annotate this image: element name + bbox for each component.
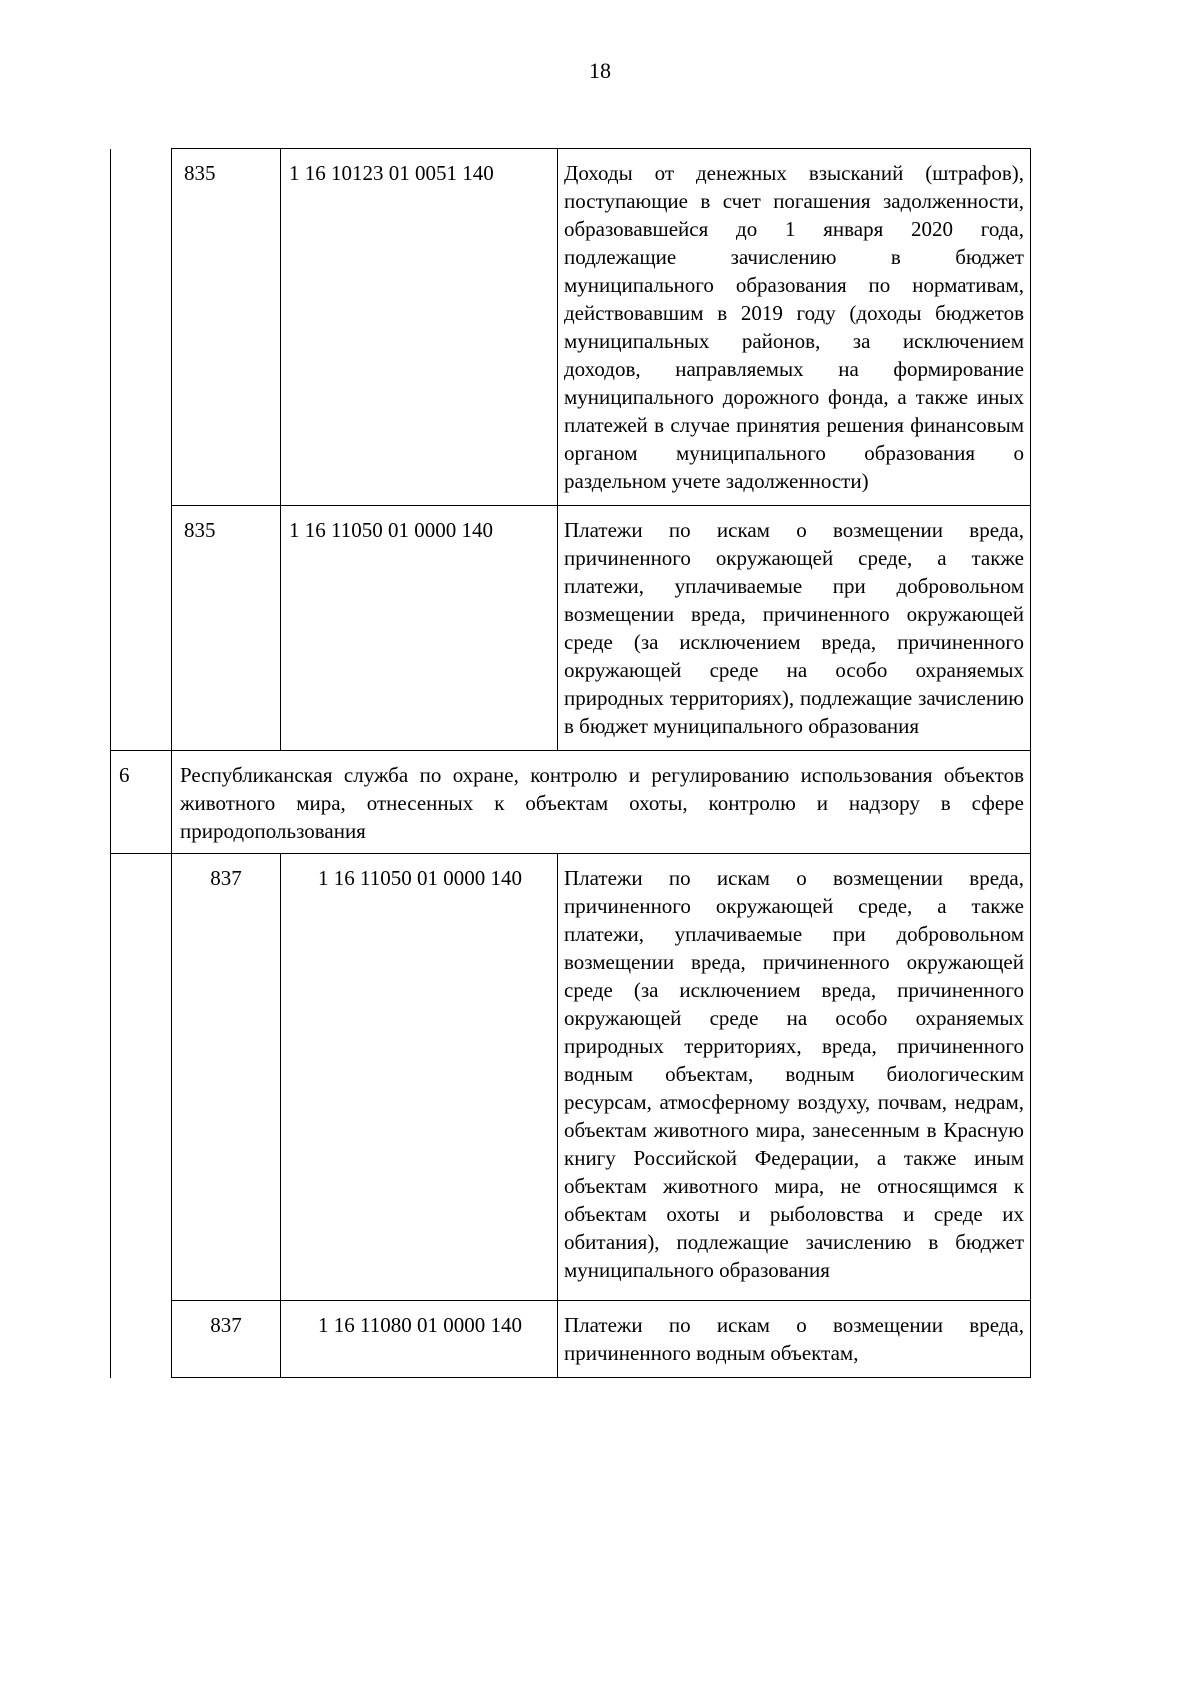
row-number-cell [111, 149, 172, 506]
revenue-description-cell: Доходы от денежных взысканий (штрафов), поступающие в счет погашения задолженности, образовавшейся до 1 января 2020 года, подлежащие зачислению в бюджет муниципального образования по нормативам, действовавшим в 2019 году (доходы бюджетов муниципальных районов, за исключением доходов, направляемых на формирование муниципального дорожного фонда, а также иных платежей в случае принятия решения финансовым органом муниципального образования о раздельном учете задолженности) [558, 149, 1031, 506]
table-row [111, 1301, 1031, 1378]
admin-code-cell: 837 [172, 1301, 281, 1378]
row-number-cell [111, 1301, 172, 1378]
kbk-code-cell: 1 16 11080 01 0000 140 [281, 1301, 558, 1378]
table-row [111, 149, 1031, 506]
section-title: Республиканская служба по охране, контролю и регулированию использования объектов животного мира, отнесенных к объектам охоты, контролю и надзору в сфере природопользования [172, 751, 1031, 854]
revenue-description-cell: Платежи по искам о возмещении вреда, причиненного окружающей среде, а также платежи, уплачиваемые при добровольном возмещении вреда, причиненного окружающей среде (за исключением вреда, причиненного окружающей среде на особо охраняемых природных территориях), подлежащие зачислению в бюджет муниципального образования [558, 506, 1031, 751]
table-row [111, 854, 1031, 1301]
row-number-cell [111, 506, 172, 751]
kbk-code-cell: 1 16 11050 01 0000 140 [281, 854, 558, 1301]
table-row [111, 506, 1031, 751]
revenue-description-cell: Платежи по искам о возмещении вреда, причиненного водным объектам, [558, 1301, 1031, 1378]
kbk-code-cell: 1 16 10123 01 0051 140 [281, 149, 558, 506]
admin-code-cell: 837 [172, 854, 281, 1301]
admin-code-cell: 835 [172, 149, 281, 506]
revenue-classification-table [110, 148, 1031, 1378]
section-header-row [111, 751, 1031, 854]
section-number: 6 [111, 751, 172, 854]
revenue-description-cell: Платежи по искам о возмещении вреда, причиненного окружающей среде, а также платежи, уплачиваемые при добровольном возмещении вреда, причиненного окружающей среде (за исключением вреда, причиненного окружающей среде на особо охраняемых природных территориях, вреда, причиненного водным объектам, водным биологическим ресурсам, атмосферному воздуху, почвам, недрам, объектам животного мира, занесенным в Красную книгу Российской Федерации, а также иным объектам животного мира, не относящимся к объектам охоты и рыболовства и среде их обитания), подлежащие зачислению в бюджет муниципального образования [558, 854, 1031, 1301]
kbk-code-cell: 1 16 11050 01 0000 140 [281, 506, 558, 751]
admin-code-cell: 835 [172, 506, 281, 751]
row-number-cell [111, 854, 172, 1301]
page-number: 18 [589, 58, 611, 83]
